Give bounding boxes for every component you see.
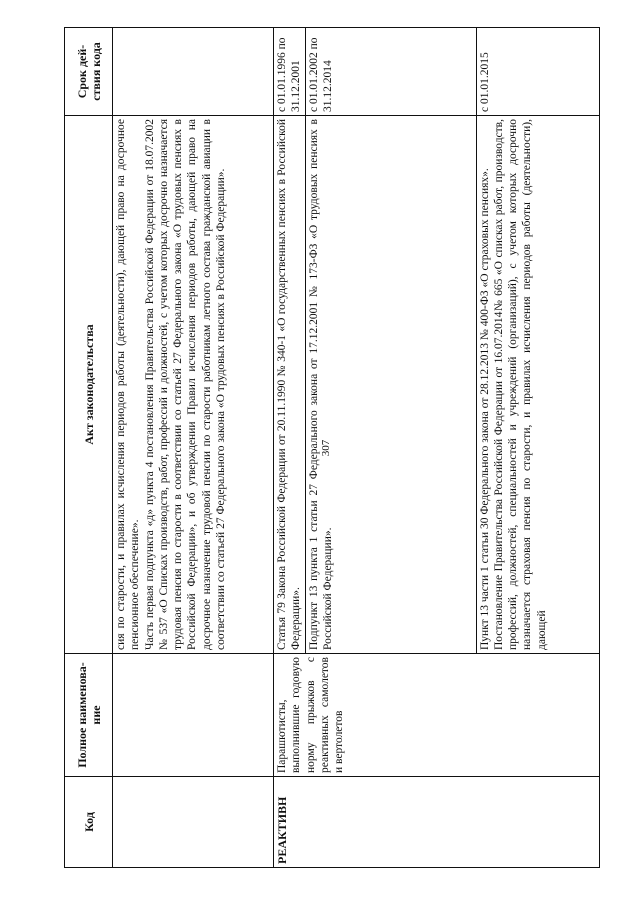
cell-act: Подпункт 13 пункта 1 статьи 27 Федерального закона от 17.12.2001 № 173-ФЗ «О трудовых пенсиях в Российской Федерации». [305,116,476,654]
header-term: Срок дей-ствия кода [65,28,113,116]
act-paragraph: Часть первая подпункта «д» пункта 4 постановления Правительства Российской Федерации от 18.07.2002 № 537 «О Списках производств, работ, профессий и должностей, с учетом которых досрочно назначается трудовая пенсия по старости в соответствии со статьей 27 Федерального закона «О трудовых пенсиях в Российской Федерации», и об утверждении Правил исчисления периодов работы, дающей право на досрочное назначение трудовой пенсии по старости работникам летного состава гражданской авиации в соответствии со статьей 27 Федерального закона «О трудовых пенсиях в Российской Федерации». [143,119,228,650]
cell-code: РЕАКТИВН [274,777,600,868]
header-code: Код [65,777,113,868]
table-row-reaktivn [274,28,306,868]
cell-term: с 01.01.1996 по 31.12.2001 [274,28,306,116]
cell-act: Статья 79 Закона Российской Федерации от 20.11.1990 № 340-1 «О государственных пенсиях в Российской Федерации». [274,116,306,654]
act-paragraph: сия по старости, и правилах исчисления периодов работы (деятельности), дающей право на досрочное пенсионное обеспечение». [115,119,142,650]
cell-term-empty [113,28,274,116]
cell-term: с 01.01.2015 [476,28,599,116]
cell-term: с 01.01.2002 по 31.12.2014 [305,28,476,116]
legislation-table [64,27,600,868]
cell-full-name: Парашютисты, выполнившие годовую норму прыжков с реактивных самолетов и вертолетов [274,654,600,777]
cell-code-empty [113,777,274,868]
act-paragraph: Пункт 13 части 1 статьи 30 Федерального закона от 28.12.2013 № 400-ФЗ «О страховых пенсиях». [478,168,491,650]
act-paragraph: Постановление Правительства Российской Федерации от 16.07.2014№ 665 «О списках работ, производств, профессий, должностей, специальностей и учреждений (организаций), с учетом которых досрочно назначается страховая пенсия по старости, и правилах исчисления периодов работы (деятельности), дающей [492,119,548,650]
cell-act-continuation [113,116,274,654]
cell-name-empty [113,654,274,777]
page-number: 307 [320,439,332,457]
rotated-page-content [64,28,604,868]
header-name: Полное наименова-ние [65,654,113,777]
header-act: Акт законодательства [65,116,113,654]
cell-act [476,116,599,654]
table-row-continuation [113,28,274,868]
table-header-row [65,28,113,868]
